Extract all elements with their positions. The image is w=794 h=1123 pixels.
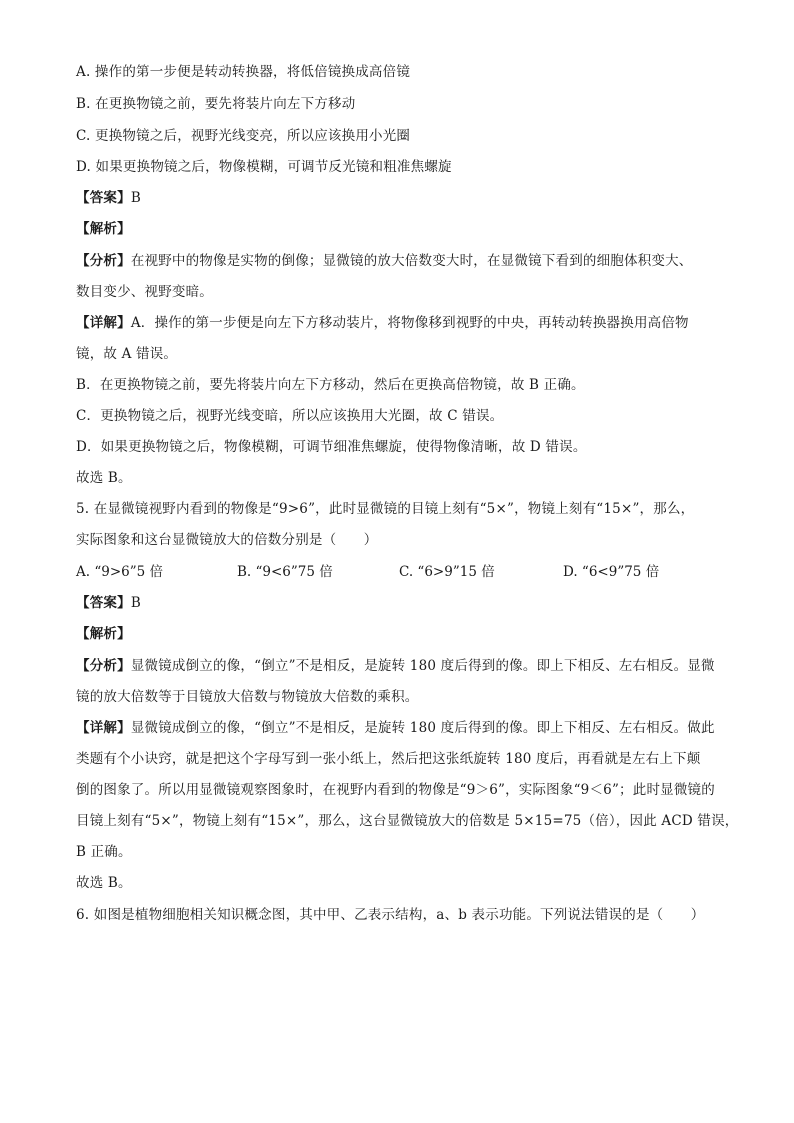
q4-xiangjie-line-2: 镜，故 A 错误。 <box>76 346 178 362</box>
q5-xiangjie-line-3: 倒的图象了。所以用显微镜观察图象时，在视野内看到的物像是“9＞6”，实际图象“9＜6”；此时显微镜的 <box>76 782 715 798</box>
q4-option-d: D. 如果更换物镜之后，物像模糊，可调节反光镜和粗准焦螺旋 <box>76 159 452 175</box>
q5-fenxi-line-2: 镜的放大倍数等于目镜放大倍数与物镜放大倍数的乘积。 <box>76 689 419 705</box>
q4-fenxi-text-1: 在视野中的物像是实物的倒像；显微镜的放大倍数变大时，在显微镜下看到的细胞体积变大、 <box>130 253 693 269</box>
q4-xiangjie-line-1 <box>76 313 726 333</box>
q4-xiangjie-line-3: B．在更换物镜之前，要先将装片向左下方移动，然后在更换高倍物镜，故 B 正确。 <box>76 377 585 393</box>
q5-option-a: A. “9>6”5 倍 <box>76 564 164 580</box>
q4-xiangjie-line-4: C．更换物镜之后，视野光线变暗，所以应该换用大光圈，故 C 错误。 <box>76 408 504 424</box>
q5-fenxi-line-1 <box>76 656 726 676</box>
q5-answer <box>76 593 726 613</box>
q5-xiangjie-line-2: 类题有个小诀窍，就是把这个字母写到一张小纸上，然后把这张纸旋转 180 度后，再看就是左右上下颠 <box>76 751 701 767</box>
q4-answer-tag: 【答案】 <box>76 190 131 206</box>
q5-stem-line-2: 实际图象和这台显微镜放大的倍数分别是（ ） <box>76 532 378 548</box>
q5-xiangjie-line-1 <box>76 718 726 738</box>
q5-xiangjie-line-4: 目镜上刻有“5×”，物镜上刻有“15×”，那么，这台显微镜放大的倍数是 5×15=75（倍），因此 ACD 错误， <box>76 813 739 829</box>
q5-fenxi-tag: 【分析】 <box>76 658 131 674</box>
q4-option-a: A. 操作的第一步便是转动转换器，将低倍镜换成高倍镜 <box>76 64 411 80</box>
q4-conclusion: 故选 B。 <box>76 470 132 486</box>
q5-option-d: D. “6<9”75 倍 <box>563 564 660 580</box>
q5-conclusion: 故选 B。 <box>76 875 132 891</box>
q5-option-c: C. “6>9”15 倍 <box>399 564 495 580</box>
q5-answer-tag: 【答案】 <box>76 595 131 611</box>
q5-stem-line-1: 5. 在显微镜视野内看到的物像是“9>6”，此时显微镜的目镜上刻有“5×”，物镜上刻有“15×”，那么， <box>76 501 695 517</box>
q5-xiangjie-line-5: B 正确。 <box>76 844 132 860</box>
q5-xiangjie-text-1: 显微镜成倒立的像，“倒立”不是相反，是旋转 180 度后得到的像。即上下相反、左右相反。做此 <box>130 720 715 736</box>
q5-analysis-heading <box>76 624 726 644</box>
q5-option-b: B. “9<6”75 倍 <box>237 564 333 580</box>
q4-xiangjie-text-1: A．操作的第一步便是向左下方移动装片，将物像移到视野的中央，再转动转换器换用高倍物 <box>130 315 689 331</box>
q4-answer <box>76 188 726 208</box>
q5-analysis-tag: 【解析】 <box>76 626 131 642</box>
q4-option-b: B. 在更换物镜之前，要先将装片向左下方移动 <box>76 96 356 112</box>
q4-fenxi-line-2: 数目变少、视野变暗。 <box>76 284 213 300</box>
q4-option-c: C. 更换物镜之后，视野光线变亮，所以应该换用小光圈 <box>76 128 411 144</box>
q6-stem: 6. 如图是植物细胞相关知识概念图，其中甲、乙表示结构，a、b 表示功能。下列说法错误的是（ ） <box>76 907 705 923</box>
q4-analysis-heading <box>76 219 726 239</box>
q4-fenxi-tag: 【分析】 <box>76 253 131 269</box>
q4-xiangjie-line-5: D．如果更换物镜之后，物像模糊，可调节细准焦螺旋，使得物像清晰，故 D 错误。 <box>76 439 587 455</box>
q5-fenxi-text-1: 显微镜成倒立的像，“倒立”不是相反，是旋转 180 度后得到的像。即上下相反、左右相反。显微 <box>130 658 715 674</box>
q5-xiangjie-tag: 【详解】 <box>76 720 131 736</box>
q4-analysis-tag: 【解析】 <box>76 221 131 237</box>
q5-answer-value: B <box>130 595 141 611</box>
q4-fenxi-line-1 <box>76 251 726 271</box>
q4-xiangjie-tag: 【详解】 <box>76 315 131 331</box>
q4-answer-value: B <box>130 190 141 206</box>
